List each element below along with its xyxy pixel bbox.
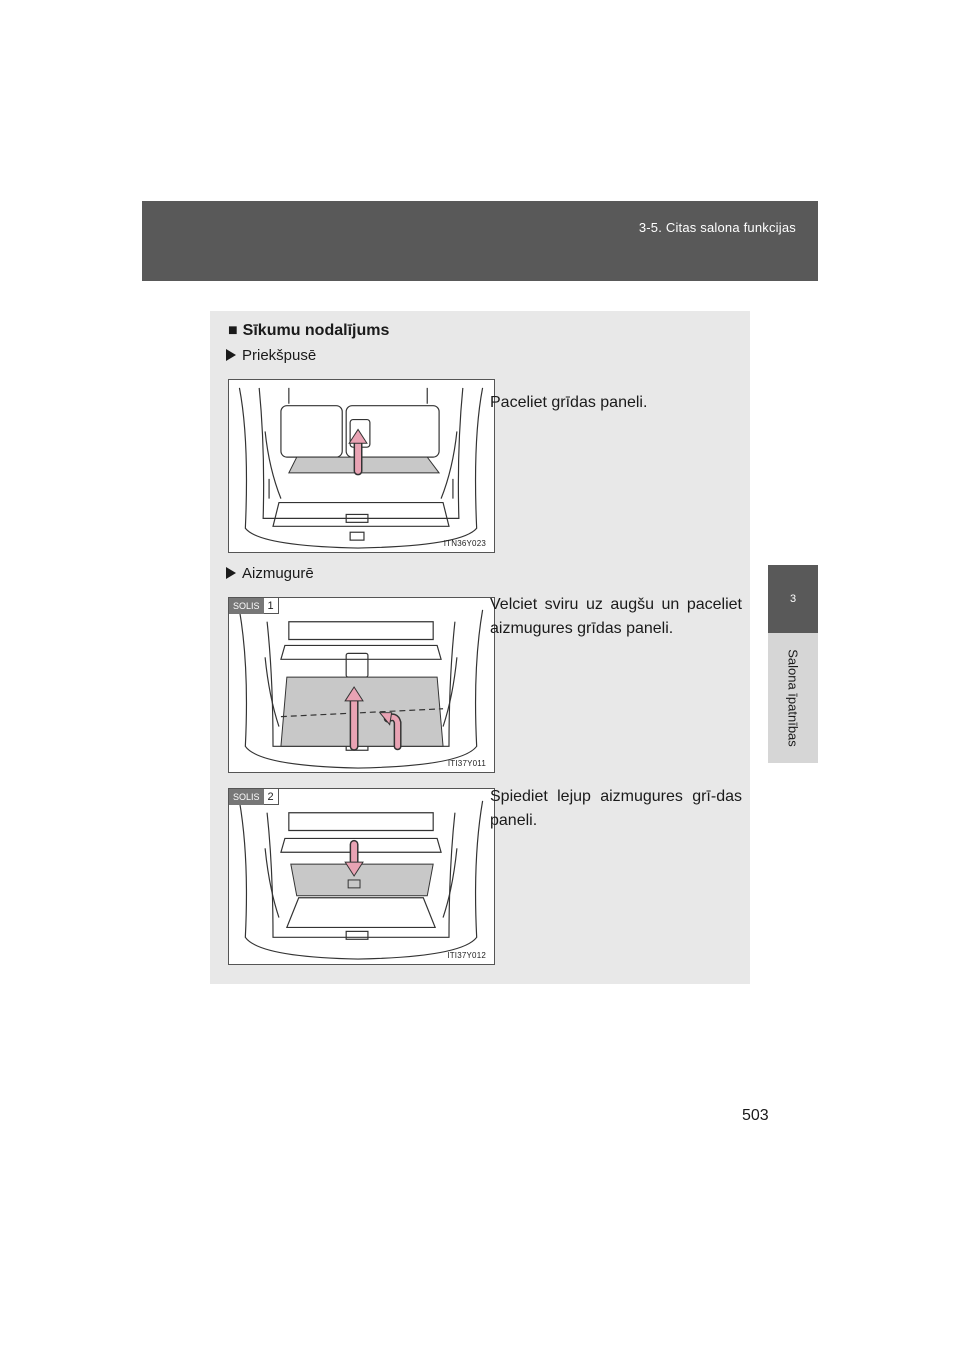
figure-code: ITI37Y012 — [447, 951, 486, 960]
triangle-bullet-icon — [226, 567, 236, 579]
cargo-illustration — [229, 380, 494, 552]
cargo-illustration — [229, 789, 494, 964]
page-number: 503 — [742, 1107, 769, 1124]
step-badge-1 — [229, 598, 279, 614]
figure-step-1 — [228, 597, 495, 773]
section-marker: ■ — [228, 322, 238, 339]
step-text-2: Spiediet lejup aizmugures grī-das paneli. — [490, 788, 742, 829]
step-text-front: Paceliet grīdas paneli. — [490, 394, 648, 411]
step-badge-2 — [229, 789, 279, 805]
chapter-tab-label-text: Salona īpatnības — [785, 649, 801, 747]
step-badge-number: 2 — [264, 789, 279, 805]
subsection-heading-text: Aizmugurē — [242, 565, 314, 582]
step-badge-number: 1 — [264, 598, 279, 614]
subsection-heading-text: Priekšpusē — [242, 347, 317, 364]
step-badge-label: SOLIS — [229, 598, 264, 614]
chapter-tab-number: 3 — [768, 565, 818, 633]
cargo-illustration — [229, 598, 494, 772]
chapter-header-title: 3-5. Citas salona funkcijas — [638, 220, 796, 235]
section-title — [228, 322, 389, 340]
triangle-bullet-icon — [226, 349, 236, 361]
figure-code: ITN36Y023 — [443, 539, 486, 548]
figure-step-2 — [228, 788, 495, 965]
subsection-heading-rear — [226, 565, 314, 582]
step-badge-label: SOLIS — [229, 789, 264, 805]
chapter-header-bar — [142, 201, 818, 281]
figure-code: ITI37Y011 — [447, 759, 486, 768]
section-title-text: Sīkumu nodalījums — [242, 322, 390, 339]
chapter-tab-label — [768, 633, 818, 763]
subsection-heading-front — [226, 347, 316, 364]
content-panel — [210, 311, 750, 984]
step-text-1: Velciet sviru uz augšu un paceliet aizmugures grīdas paneli. — [490, 596, 742, 637]
figure-front-compartment — [228, 379, 495, 553]
